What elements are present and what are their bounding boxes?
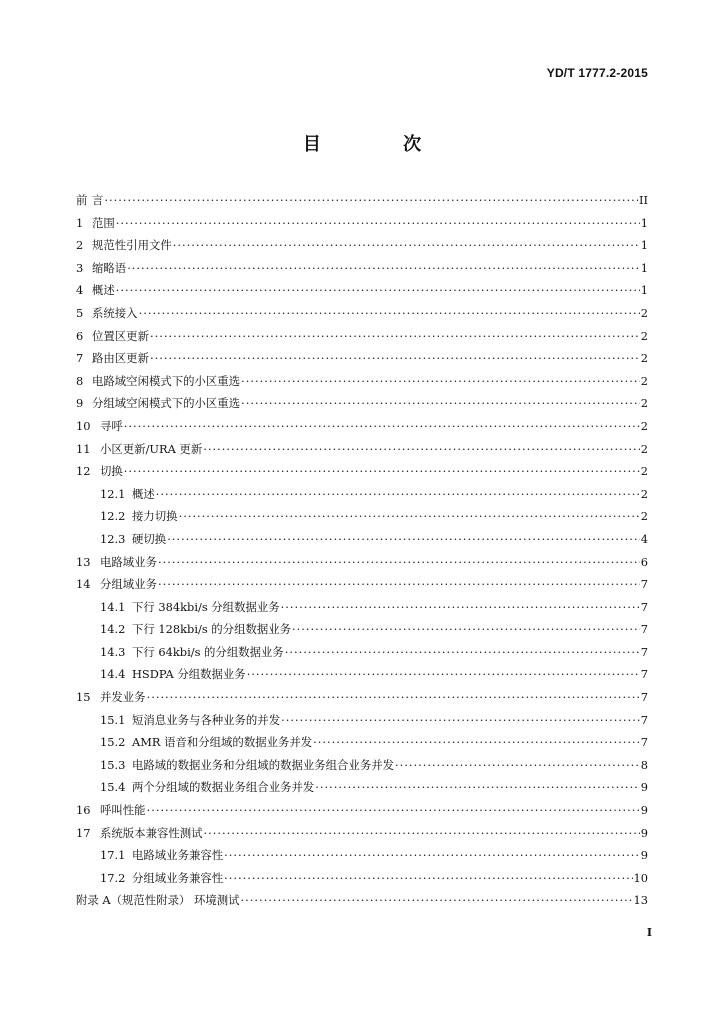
toc-entry-label: 寻呼 — [100, 418, 123, 433]
toc-entry[interactable] — [76, 418, 648, 441]
dot-leader — [116, 283, 640, 297]
toc-entry-label: 范围 — [92, 215, 115, 230]
toc-entry-label: 电路域业务兼容性 — [132, 848, 224, 863]
standard-number: YD/T 1777.2-2015 — [546, 66, 648, 80]
toc-entry[interactable] — [76, 847, 648, 870]
dot-leader — [241, 396, 640, 410]
toc-entry-label: 并发业务 — [100, 690, 146, 705]
toc-entry[interactable] — [76, 666, 648, 689]
toc-entry-label: 接力切换 — [132, 509, 178, 524]
toc-entry[interactable] — [76, 825, 648, 848]
dot-leader — [281, 600, 640, 614]
dot-leader — [150, 351, 640, 365]
dot-leader — [179, 509, 640, 523]
toc-entry[interactable] — [76, 215, 648, 238]
toc-entry-page: 2 — [640, 441, 648, 456]
toc-entry-label: 分组域空闲模式下的小区重选 — [92, 396, 241, 411]
toc-entry[interactable] — [76, 712, 648, 735]
toc-entry[interactable] — [76, 599, 648, 622]
dot-leader — [313, 735, 640, 749]
toc-entry-number: 12.1 — [100, 486, 126, 501]
toc-entry[interactable] — [76, 531, 648, 554]
toc-entry-page: II — [639, 193, 648, 207]
dot-leader — [127, 261, 640, 275]
toc-entry-label: 规范性引用文件 — [92, 238, 172, 253]
toc-entry-number: 17.2 — [100, 870, 126, 885]
toc-entry-label: 下行 128kbi/s 的分组数据业务 — [132, 622, 292, 637]
toc-entry[interactable] — [76, 373, 648, 396]
toc-entry-page: 2 — [640, 464, 648, 479]
toc-entry[interactable] — [76, 237, 648, 260]
toc-entry-number: 7 — [76, 351, 84, 366]
table-of-contents — [76, 192, 648, 915]
dot-leader — [158, 577, 640, 591]
dot-leader — [285, 645, 640, 659]
toc-entry[interactable] — [76, 802, 648, 825]
toc-entry-page: 1 — [640, 215, 648, 230]
dot-leader — [224, 871, 632, 885]
dot-leader — [281, 713, 640, 727]
toc-entry-page: 9 — [640, 780, 648, 795]
toc-entry-number: 15.3 — [100, 757, 126, 772]
toc-entry-page: 9 — [640, 803, 648, 818]
toc-entry-page: 2 — [640, 509, 648, 524]
toc-entry-page: 6 — [640, 554, 648, 569]
dot-leader — [147, 690, 640, 704]
toc-entry-page: 2 — [640, 418, 648, 433]
toc-entry-page: 2 — [640, 396, 648, 411]
toc-entry-page: 2 — [640, 373, 648, 388]
dot-leader — [241, 374, 640, 388]
dot-leader — [156, 487, 640, 501]
toc-entry[interactable] — [76, 192, 648, 215]
toc-entry-page: 2 — [640, 351, 648, 366]
dot-leader — [241, 893, 633, 907]
toc-entry-label: 呼叫性能 — [100, 803, 146, 818]
toc-entry-label: AMR 语音和分组域的数据业务并发 — [132, 735, 313, 750]
toc-entry-number: 15.2 — [100, 735, 126, 750]
toc-entry-number: 3 — [76, 260, 84, 275]
toc-entry-page: 8 — [640, 757, 648, 772]
toc-entry[interactable] — [76, 260, 648, 283]
toc-entry-number: 14.4 — [100, 667, 126, 682]
toc-entry-label: HSDPA 分组数据业务 — [132, 667, 246, 682]
toc-entry-label: 系统版本兼容性测试 — [100, 825, 203, 840]
toc-entry-number: 14.2 — [100, 622, 126, 637]
toc-entry-page: 4 — [640, 531, 648, 546]
dot-leader — [203, 442, 640, 456]
toc-entry-label: 概述 — [92, 283, 115, 298]
toc-entry-number: 16 — [76, 803, 91, 818]
toc-entry-number: 14.3 — [100, 644, 126, 659]
toc-entry-page: 1 — [640, 283, 648, 298]
toc-entry[interactable] — [76, 441, 648, 464]
toc-entry-number: 15.4 — [100, 780, 126, 795]
page-number: I — [646, 926, 652, 939]
toc-entry-label: 电路域空闲模式下的小区重选 — [92, 373, 241, 388]
toc-entry-number: 13 — [76, 554, 91, 569]
toc-entry-page: 13 — [633, 893, 648, 908]
toc-entry[interactable] — [76, 644, 648, 667]
dot-leader — [167, 532, 640, 546]
dot-leader — [104, 193, 638, 207]
dot-leader — [158, 555, 640, 569]
toc-entry-label: 缩略语 — [92, 260, 127, 275]
toc-entry-label: 下行 384kbi/s 分组数据业务 — [132, 599, 280, 614]
toc-entry[interactable] — [76, 463, 648, 486]
toc-entry-page: 10 — [633, 870, 648, 885]
page-title: 目 次 — [302, 134, 460, 155]
toc-entry-label: 硬切换 — [132, 531, 167, 546]
dot-leader — [147, 803, 640, 817]
toc-entry[interactable] — [76, 576, 648, 599]
toc-entry-label: 小区更新/URA 更新 — [100, 441, 203, 456]
toc-entry[interactable] — [76, 779, 648, 802]
toc-entry-label: 短消息业务与各种业务的并发 — [132, 712, 281, 727]
dot-leader — [204, 826, 640, 840]
toc-entry-number: 17.1 — [100, 848, 126, 863]
toc-entry-number: 9 — [76, 396, 84, 411]
dot-leader — [124, 464, 640, 478]
toc-entry-page: 1 — [640, 260, 648, 275]
toc-entry-number: 12.3 — [100, 531, 126, 546]
toc-entry-label: 电路域业务 — [100, 554, 157, 569]
toc-entry-page: 7 — [640, 712, 648, 727]
toc-entry-label: 言 — [92, 193, 104, 207]
toc-entry[interactable] — [76, 621, 648, 644]
toc-entry-label: 两个分组域的数据业务组合业务并发 — [132, 780, 315, 795]
dot-leader — [315, 780, 639, 794]
toc-entry-label: 位置区更新 — [92, 328, 149, 343]
toc-entry-page: 1 — [640, 238, 648, 253]
toc-entry[interactable] — [76, 350, 648, 373]
toc-entry[interactable] — [76, 282, 648, 305]
dot-leader — [247, 667, 640, 681]
toc-entry-label: 附录 A（规范性附录） 环境测试 — [76, 893, 240, 908]
toc-entry-page: 2 — [640, 486, 648, 501]
dot-leader — [292, 622, 640, 636]
toc-entry-number: 11 — [76, 441, 91, 456]
toc-entry-number: 14 — [76, 577, 91, 592]
toc-entry[interactable] — [76, 892, 648, 915]
toc-entry-number: 10 — [76, 418, 91, 433]
dot-leader — [124, 419, 640, 433]
toc-entry-page: 7 — [640, 690, 648, 705]
toc-entry[interactable] — [76, 305, 648, 328]
toc-entry-page: 7 — [640, 622, 648, 637]
toc-entry-page: 7 — [640, 577, 648, 592]
toc-entry-label: 分组域业务兼容性 — [132, 870, 224, 885]
toc-entry-page: 7 — [640, 599, 648, 614]
dot-leader — [150, 329, 640, 343]
toc-entry-label: 路由区更新 — [92, 351, 149, 366]
toc-entry-number: 2 — [76, 238, 84, 253]
toc-entry-number: 15 — [76, 690, 91, 705]
toc-entry-label: 系统接入 — [92, 305, 138, 320]
dot-leader — [224, 848, 640, 862]
toc-entry-page: 7 — [640, 735, 648, 750]
toc-entry-label: 分组域业务 — [100, 577, 157, 592]
toc-entry-page: 7 — [640, 644, 648, 659]
toc-entry-label: 概述 — [132, 486, 155, 501]
toc-entry-number: 14.1 — [100, 599, 126, 614]
toc-entry-number: 17 — [76, 825, 91, 840]
toc-entry[interactable] — [76, 734, 648, 757]
dot-leader — [395, 758, 640, 772]
toc-entry-number: 1 — [76, 215, 84, 230]
toc-entry[interactable] — [76, 870, 648, 893]
toc-entry[interactable] — [76, 689, 648, 712]
dot-leader — [116, 216, 640, 230]
toc-entry-number: 6 — [76, 328, 84, 343]
toc-entry-page: 2 — [640, 328, 648, 343]
toc-entry-label: 电路域的数据业务和分组域的数据业务组合业务并发 — [132, 757, 394, 772]
toc-entry[interactable] — [76, 486, 648, 509]
toc-entry-label: 下行 64kbi/s 的分组数据业务 — [132, 644, 284, 659]
toc-entry[interactable] — [76, 554, 648, 577]
toc-entry-number: 15.1 — [100, 712, 126, 727]
toc-entry-number: 12.2 — [100, 509, 126, 524]
toc-entry-number: 前 — [76, 193, 88, 207]
dot-leader — [139, 306, 640, 320]
dot-leader — [173, 238, 640, 252]
toc-entry-page: 2 — [640, 305, 648, 320]
toc-entry-number: 5 — [76, 305, 84, 320]
toc-entry-page: 9 — [640, 825, 648, 840]
toc-entry-number: 8 — [76, 373, 84, 388]
toc-entry-number: 12 — [76, 464, 91, 479]
toc-entry[interactable] — [76, 757, 648, 780]
toc-entry[interactable] — [76, 508, 648, 531]
toc-entry-page: 9 — [640, 848, 648, 863]
toc-entry[interactable] — [76, 328, 648, 351]
toc-entry-number: 4 — [76, 283, 84, 298]
toc-entry-label: 切换 — [100, 464, 123, 479]
toc-entry[interactable] — [76, 395, 648, 418]
toc-entry-page: 7 — [640, 667, 648, 682]
